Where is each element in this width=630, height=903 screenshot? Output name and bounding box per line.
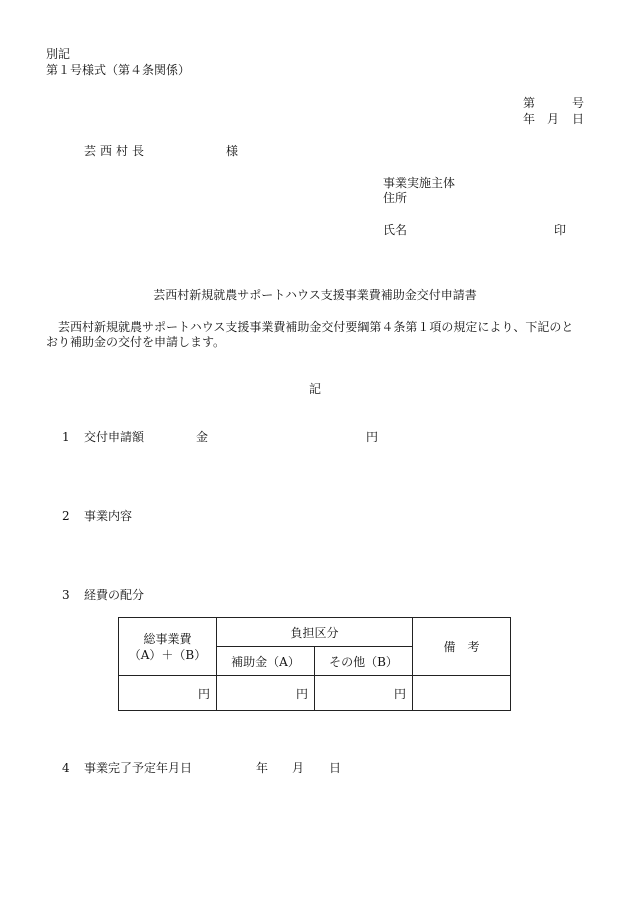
- date-day: 日: [572, 112, 585, 126]
- item-4-month: 月: [292, 761, 305, 775]
- total-cost-formula: （A）＋（B）: [128, 647, 207, 662]
- item-3-number: 3: [62, 588, 70, 602]
- addressee-name: 芸西村長: [84, 144, 149, 158]
- subsidy-cell: 円: [217, 676, 315, 711]
- doc-number-dai: 第: [523, 96, 536, 110]
- item-2-number: 2: [62, 509, 70, 523]
- applicant-address-label: 住所: [383, 191, 408, 205]
- item-1-yen: 円: [366, 430, 379, 444]
- item-1-label: 交付申請額: [84, 430, 145, 444]
- cost-allocation-table: [118, 617, 511, 711]
- addressee-honorific: 様: [226, 144, 239, 158]
- other-cell: 円: [315, 676, 413, 711]
- ki-label: 記: [308, 382, 321, 396]
- item-2-label: 事業内容: [84, 509, 133, 523]
- date-year: 年: [523, 112, 536, 126]
- body-line-2: おり補助金の交付を申請します。: [46, 335, 226, 349]
- total-cost-header: [119, 618, 217, 676]
- seal-mark: 印: [554, 223, 567, 237]
- item-4-year: 年: [256, 761, 269, 775]
- item-4-label: 事業完了予定年月日: [84, 761, 193, 775]
- item-1-kin: 金: [196, 430, 209, 444]
- item-4-day: 日: [329, 761, 342, 775]
- applicant-name-label: 氏名: [383, 223, 408, 237]
- form-label: 第１号様式（第４条関係）: [46, 63, 191, 77]
- item-3-label: 経費の配分: [84, 588, 145, 602]
- doc-number-go: 号: [572, 96, 585, 110]
- remarks-header: 備 考: [413, 618, 511, 676]
- date-month: 月: [547, 112, 560, 126]
- burden-header: 負担区分: [217, 618, 413, 647]
- annex-label: 別記: [46, 47, 71, 61]
- other-header: その他（B）: [315, 647, 413, 676]
- body-line-1: 芸西村新規就農サポートハウス支援事業費補助金交付要綱第４条第１項の規定により、下記のと: [58, 320, 574, 334]
- subsidy-header: 補助金（A）: [217, 647, 315, 676]
- total-cost-label: 総事業費: [143, 631, 192, 646]
- applicant-title: 事業実施主体: [383, 176, 456, 190]
- total-cost-cell: 円: [119, 676, 217, 711]
- document-title: 芸西村新規就農サポートハウス支援事業費補助金交付申請書: [153, 288, 477, 302]
- remarks-cell: [413, 676, 511, 711]
- item-1-number: 1: [62, 430, 70, 444]
- item-4-number: 4: [62, 761, 70, 775]
